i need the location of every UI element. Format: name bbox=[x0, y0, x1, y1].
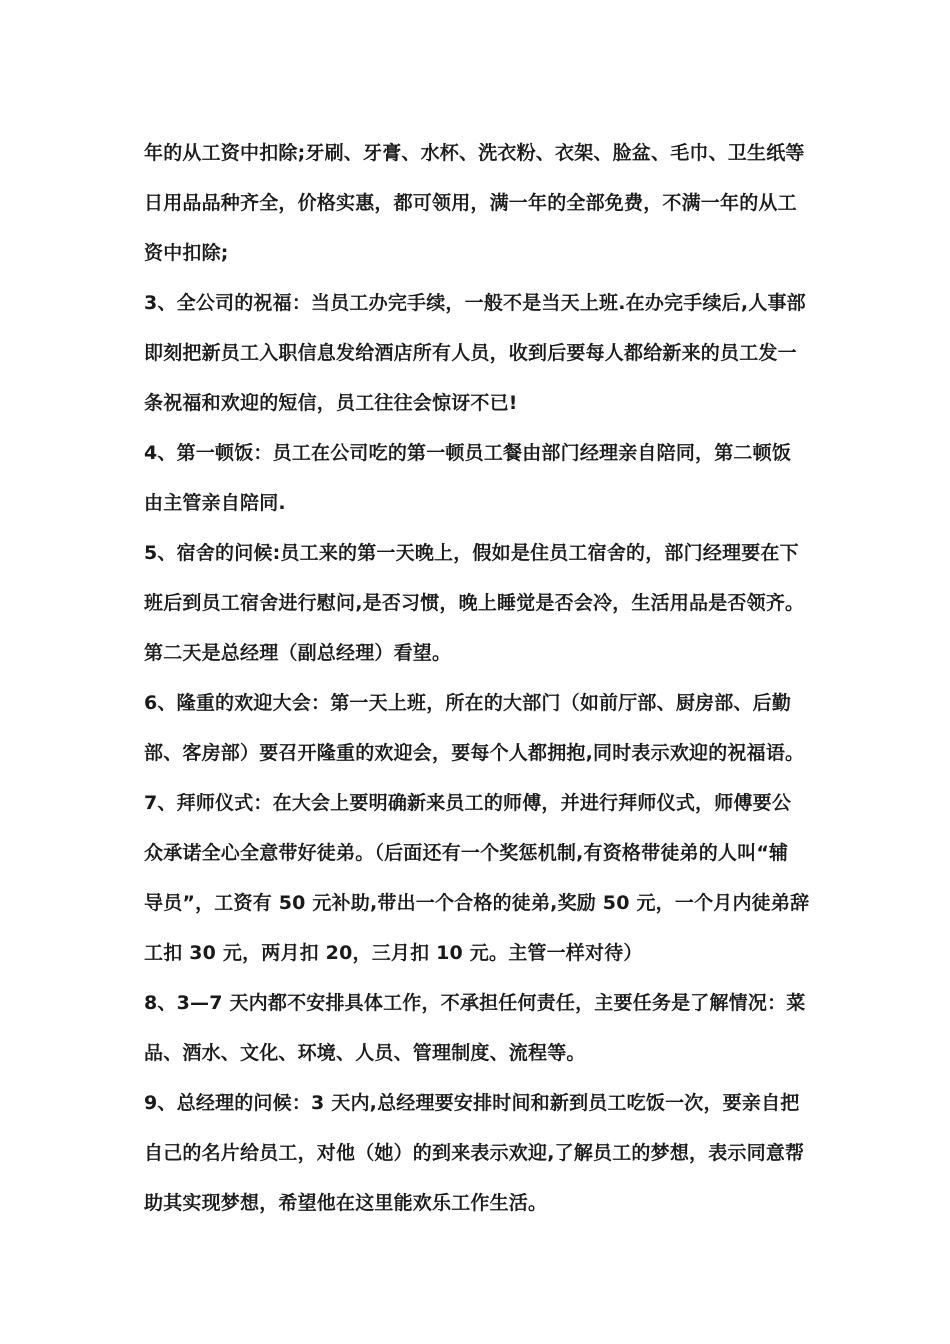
text-line: 导员”，工资有 50 元补助,带出一个合格的徒弟,奖励 50 元，一个月内徒弟辞 bbox=[144, 892, 810, 914]
text-line: 4、第一顿饭：员工在公司吃的第一顿员工餐由部门经理亲自陪同，第二顿饭 bbox=[144, 442, 792, 464]
text-line: 年的从工资中扣除;牙刷、牙膏、水杯、洗衣粉、衣架、脸盆、毛巾、卫生纸等 bbox=[144, 142, 805, 164]
text-line: 班后到员工宿舍进行慰问,是否习惯，晚上睡觉是否会冷，生活用品是否领齐。 bbox=[144, 592, 805, 614]
paragraph-item-9 bbox=[144, 1078, 816, 1228]
paragraph-item-6 bbox=[144, 678, 816, 778]
text-line: 第二天是总经理（副总经理）看望。 bbox=[144, 642, 452, 664]
paragraph-item-4 bbox=[144, 428, 816, 528]
document-body bbox=[144, 128, 816, 1228]
text-line: 部、客房部）要召开隆重的欢迎会，要每个人都拥抱,同时表示欢迎的祝福语。 bbox=[144, 742, 805, 764]
text-line: 3、全公司的祝福：当员工办完手续，一般不是当天上班.在办完手续后,人事部 bbox=[144, 292, 806, 314]
paragraph-item-5 bbox=[144, 528, 816, 678]
text-line: 9、总经理的问候：3 天内,总经理要安排时间和新到员工吃饭一次，要亲自把 bbox=[144, 1092, 800, 1114]
text-line: 品、酒水、文化、环境、人员、管理制度、流程等。 bbox=[144, 1042, 586, 1064]
text-line: 助其实现梦想，希望他在这里能欢乐工作生活。 bbox=[144, 1192, 548, 1214]
text-line: 由主管亲自陪同. bbox=[144, 492, 286, 514]
paragraph-continuation bbox=[144, 128, 816, 278]
text-line: 6、隆重的欢迎大会：第一天上班，所在的大部门（如前厅部、厨房部、后勤 bbox=[144, 692, 792, 714]
text-line: 工扣 30 元，两月扣 20，三月扣 10 元。主管一样对待） bbox=[144, 942, 643, 964]
paragraph-item-8 bbox=[144, 978, 816, 1078]
text-line: 众承诺全心全意带好徒弟。（后面还有一个奖惩机制,有资格带徒弟的人叫“辅 bbox=[144, 842, 789, 864]
text-line: 8、3—7 天内都不安排具体工作，不承担任何责任，主要任务是了解情况：菜 bbox=[144, 992, 806, 1014]
text-line: 日用品品种齐全，价格实惠，都可领用，满一年的全部免费，不满一年的从工 bbox=[144, 192, 797, 214]
text-line: 即刻把新员工入职信息发给酒店所有人员，收到后要每人都给新来的员工发一 bbox=[144, 342, 797, 364]
paragraph-item-7 bbox=[144, 778, 816, 978]
text-line: 资中扣除; bbox=[144, 242, 229, 264]
text-line: 条祝福和欢迎的短信，员工往往会惊讶不已! bbox=[144, 392, 518, 414]
paragraph-item-3 bbox=[144, 278, 816, 428]
text-line: 7、拜师仪式：在大会上要明确新来员工的师傅，并进行拜师仪式，师傅要公 bbox=[144, 792, 792, 814]
text-line: 自己的名片给员工，对他（她）的到来表示欢迎,了解员工的梦想，表示同意帮 bbox=[144, 1142, 805, 1164]
text-line: 5、宿舍的问候:员工来的第一天晚上，假如是住员工宿舍的，部门经理要在下 bbox=[144, 542, 799, 564]
